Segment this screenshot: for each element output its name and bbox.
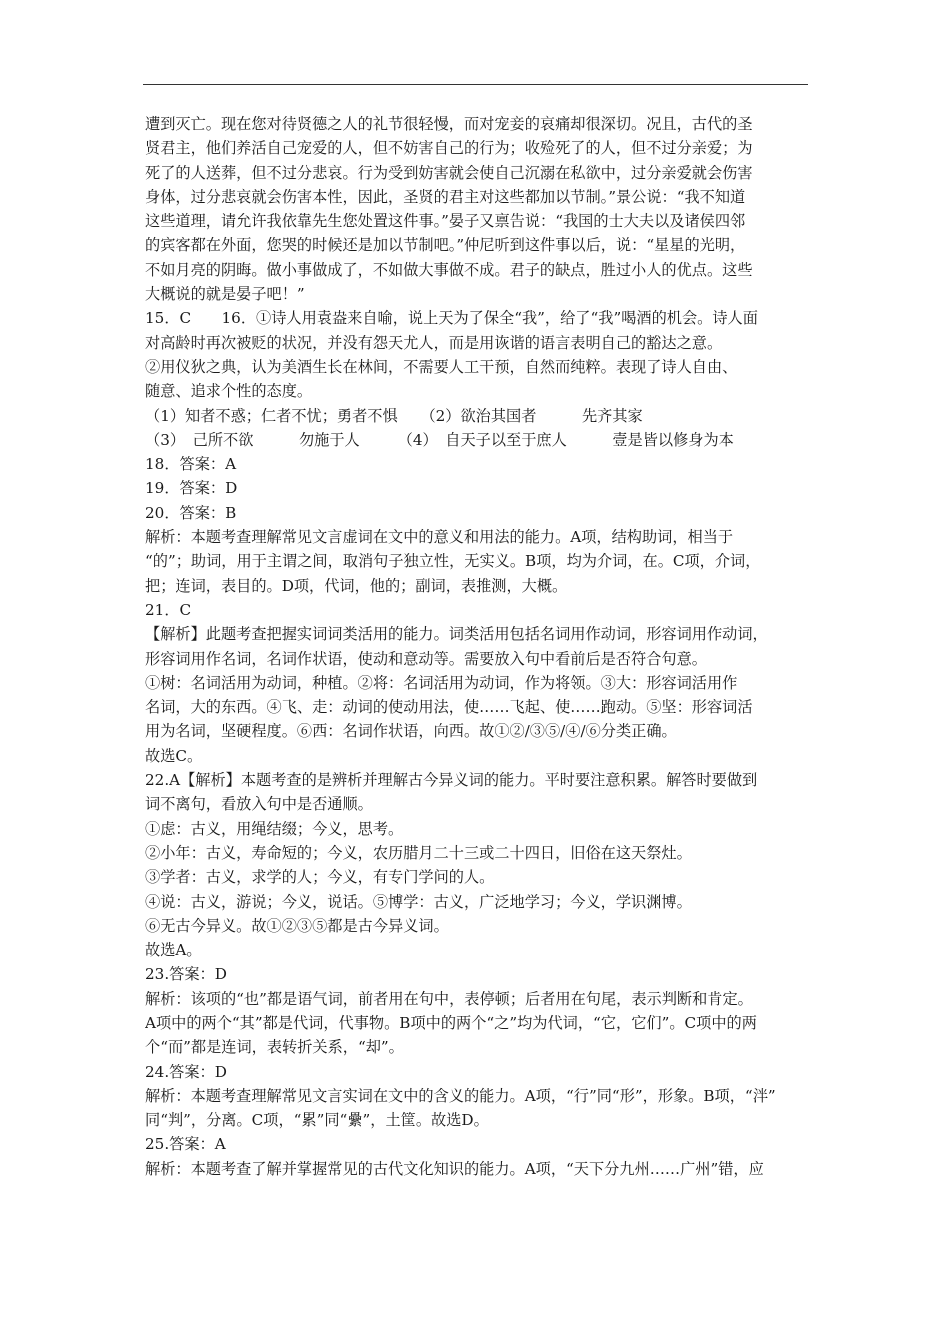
text-line: 【解析】此题考查把握实词词类活用的能力。词类活用包括名词用作动词，形容词用作动词，: [145, 625, 768, 644]
text-line: ①虑：古义，用绳结缀；今义，思考。: [145, 819, 404, 838]
text-line: 同“判”，分离。C项，“累”同“纍”，土筐。故选D。: [145, 1111, 489, 1130]
text-line: 故选A。: [145, 941, 202, 960]
text-line: ②用仪狄之典，认为美酒生长在林间，不需要人工干预，自然而纯粹。表现了诗人自由、: [145, 357, 738, 376]
text-line: 的宾客都在外面，您哭的时候还是加以节制吧。”仲尼听到这件事以后，说：“星星的光明，: [145, 236, 746, 255]
text-line: 解析：本题考查了解并掌握常见的古代文化知识的能力。A项，“天下分九州……广州”错，应: [145, 1159, 764, 1178]
text-line: 不如月亮的阴晦。做小事做成了，不如做大事做不成。君子的缺点，胜过小人的优点。这些: [145, 260, 753, 279]
text-line: 这些道理，请允许我依靠先生您处置这件事。”晏子又禀告说：“我国的士大夫以及诸侯四邻: [145, 212, 746, 231]
text-line: 遭到灭亡。现在您对待贤德之人的礼节很轻慢，而对宠妾的哀痛却很深切。况且，古代的圣: [145, 115, 753, 133]
text-line: 名词，大的东西。④飞、走：动词的使动用法，使……飞起、使……跑动。⑤坚：形容词活: [145, 698, 753, 717]
text-line: 18．答案：A: [145, 455, 237, 474]
text-line: ④说：古义，游说；今义，说话。⑤博学：古义，广泛地学习；今义，学识渊博。: [145, 892, 692, 911]
text-line: 24.答案：D: [145, 1062, 227, 1081]
text-line: 把；连词，表目的。D项，代词，他的；副词，表推测，大概。: [145, 576, 568, 595]
header-rule: [143, 84, 808, 85]
text-line: （3） 己所不欲 勿施于人 （4） 自天子以至于庶人 壹是皆以修身为本: [145, 430, 734, 449]
text-line: 20．答案：B: [145, 503, 237, 522]
text-line: 25.答案：A: [145, 1135, 226, 1154]
text-line: ⑥无古今异义。故①②③⑤都是古今异义词。: [145, 916, 449, 935]
text-line: 15．C 16．①诗人用袁盎来自喻，说上天为了保全“我”，给了“我”喝酒的机会。诗人面: [145, 309, 758, 328]
text-line: 大概说的就是晏子吧！”: [145, 285, 305, 304]
document-body: [145, 112, 815, 1181]
text-line: 死了的人送葬，但不过分悲哀。行为受到妨害就会使自己沉溺在私欲中，过分亲爱就会伤害: [145, 163, 753, 182]
text-line: ①树：名词活用为动词，种植。②将：名词活用为动词，作为将领。③大：形容词活用作: [145, 673, 738, 692]
text-line: 用为名词，坚硬程度。⑥西：名词作状语，向西。故①②/③⑤/④/⑥分类正确。: [145, 722, 677, 741]
text-line: ②小年：古义，寿命短的；今义，农历腊月二十三或二十四日，旧俗在这天祭灶。: [145, 843, 692, 862]
text-line: （1）知者不惑；仁者不忧；勇者不惧 （2）欲治其国者 先齐其家: [145, 406, 643, 425]
text-line: 解析：本题考查理解常见文言实词在文中的含义的能力。A项，“行”同“形”，形象。B项，“泮”: [145, 1086, 776, 1105]
text-line: “的”；助词，用于主谓之间，取消句子独立性，无实义。B项，均为介词，在。C项，介词，: [145, 552, 761, 571]
text-line: 词不离句，看放入句中是否通顺。: [145, 795, 373, 814]
text-line: 19．答案：D: [145, 479, 238, 498]
text-line: 对高龄时再次被贬的状况，并没有怨天尤人，而是用诙谐的语言表明自己的豁达之意。: [145, 333, 723, 352]
text-line: 解析：本题考查理解常见文言虚词在文中的意义和用法的能力。A项，结构助词，相当于: [145, 528, 734, 547]
text-line: 贤君主，他们养活自己宠爱的人，但不妨害自己的行为；收殓死了的人，但不过分亲爱；为: [145, 139, 753, 158]
text-line: 21．C: [145, 600, 192, 619]
text-line: ③学者：古义，求学的人；今义，有专门学问的人。: [145, 868, 495, 887]
text-line: 形容词用作名词，名词作状语，使动和意动等。需要放入句中看前后是否符合句意。: [145, 649, 707, 668]
text-line: 随意、追求个性的态度。: [145, 382, 313, 401]
text-line: A项中的两个“其”都是代词，代事物。B项中的两个“之”均为代词，“它，它们”。C项中的两: [145, 1013, 757, 1032]
text-line: 22.A【解析】本题考查的是辨析并理解古今异义词的能力。平时要注意积累。解答时要做到: [145, 771, 758, 790]
text-line: 身体，过分悲哀就会伤害本性，因此，圣贤的君主对这些都加以节制。”景公说：“我不知道: [145, 187, 746, 206]
text-line: 解析：该项的“也”都是语气词，前者用在句中，表停顿；后者用在句尾，表示判断和肯定。: [145, 989, 753, 1008]
text-line: 23.答案：D: [145, 965, 227, 984]
text-line: 故选C。: [145, 746, 203, 765]
text-line: 个“而”都是连词，表转折关系，“却”。: [145, 1038, 404, 1057]
